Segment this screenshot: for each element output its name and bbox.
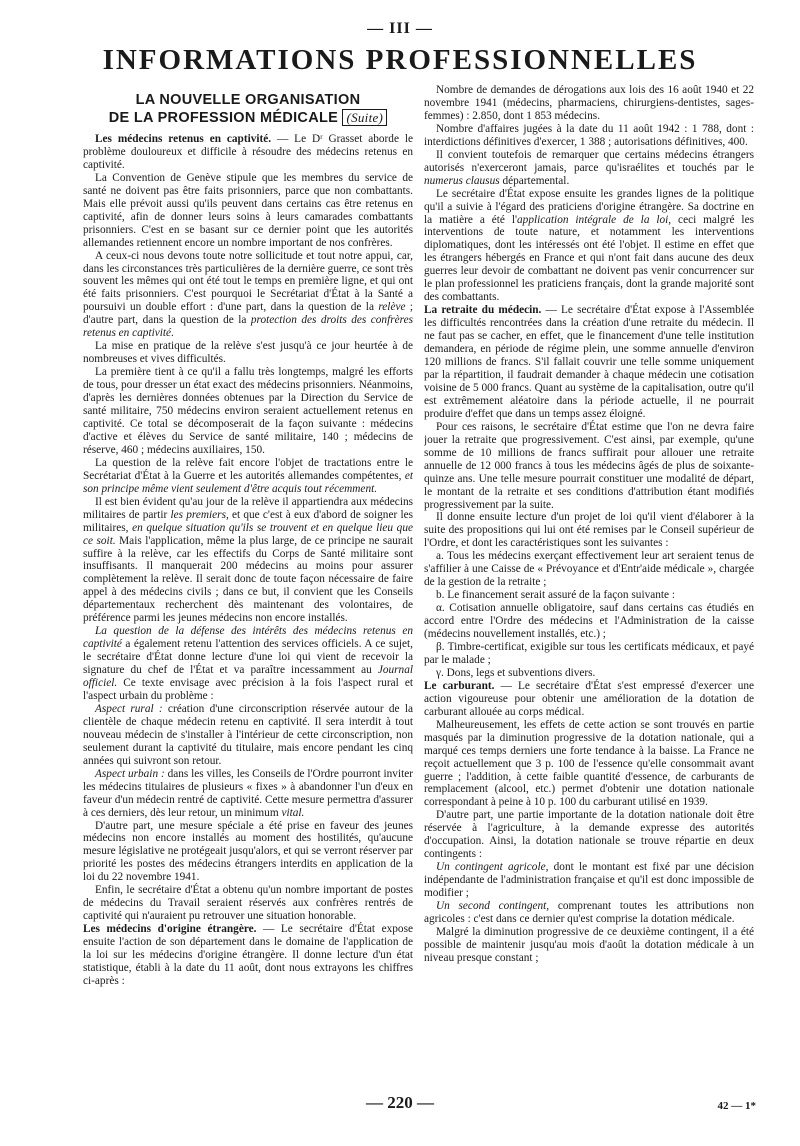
signature-mark: 42 — 1* — [717, 1100, 756, 1112]
paragraph: Il donne ensuite lecture d'un projet de loi qu'il vient d'élaborer à la suite des propositions qui lui ont été remises par le Conseil supérieur de l'Ordre, et dont les caractéristiques sont les suivantes : — [424, 511, 754, 550]
paragraph: D'autre part, une mesure spéciale a été prise en faveur des jeunes médecins non encore installés au moment des hostilités, qu'aucune mesure législative ne protégeait jusqu'alors, et qui se verront réserver par priorité les postes des médecins étrangers interdits en application de la loi du 22 novembre 1941. — [83, 819, 413, 884]
paragraph: A ceux-ci nous devons toute notre sollicitude et tout notre appui, car, dans les circonstances très particulières de la dernière guerre, ce sont très souvent les mêmes qui ont été tout le temps en première ligne, et qui ont été faits prisonniers. C'est pourquoi le Secrétariat d'État à la Santé a poursuivi un double effort : d'une part, dans la question de la relève ; d'autre part, dans la question de la protection des droits des confrères retenus en captivité. — [83, 249, 413, 340]
paragraph: Pour ces raisons, le secrétaire d'État estime que l'on ne devra faire jouer la retraite que progressivement. C'est ainsi, par exemple, qu'une somme de 10 millions de francs suffirait pour allouer une retraite annuelle de 12 000 francs à tous les médecins âgés de plus de soixante-quinze ans. Une telle mesure pourrait constituer une modalité de départ, le montant de la retraite et ses conditions d'attribution étant modifiés progressivement par la suite. — [424, 420, 754, 511]
paragraph: Les médecins d'origine étrangère. — Le secrétaire d'État expose ensuite l'action de son département dans le domaine de l'application de la loi sur les médecins d'origine étrangère. Il donne lecture d'un état statistique, établi à la date du 11 août, dont nous extrayons les chiffres ci-après : — [83, 923, 413, 987]
list-item: β. Timbre-certificat, exigible sur tous les certificats médicaux, et payé par le malade ; — [424, 640, 754, 666]
section-lead: La retraite du médecin. — [424, 304, 542, 317]
list-item: b. Le financement serait assuré de la façon suivante : — [436, 589, 676, 602]
paragraph: Il convient toutefois de remarquer que certains médecins étrangers autorisés n'exerceront jamais, parce qu'israélites et touchés par le numerus clausus départemental. — [424, 148, 754, 187]
article-title — [83, 92, 413, 127]
article-title-line2: DE LA PROFESSION MÉDICALE (Suite) — [83, 109, 413, 127]
paragraph: Un contingent agricole, dont le montant est fixé par une décision indépendante de l'administration française et qu'il est donc impossible de modifier ; — [424, 861, 754, 900]
top-folio: — III — — [367, 20, 433, 37]
paragraph: La question de la relève fait encore l'objet de tractations entre le Secrétariat d'État à la Guerre et les autorités allemandes compétentes, et son principe même vient seulement d'être acquis tout récemment. — [83, 456, 413, 495]
paragraph: Aspect rural : création d'une circonscription réservée autour de la clientèle de chaque médecin retenu en captivité. Il sera interdit à tout nouveau médecin de s'installer à l'intérieur de cette circonscription, non seulement durant la captivité du titulaire, mais encore pendant les cinq années qui suivront son retour. — [83, 702, 413, 767]
list-item: a. Tous les médecins exerçant effectivement leur art seraient tenus de s'affilier à une Caisse de « Prévoyance et d'Entr'aide médicale », chargée de la gestion de la retraite ; — [424, 550, 754, 589]
paragraph: Les médecins retenus en captivité. — Le Dʳ Grasset aborde le problème douloureux et difficile à résoudre des médecins retenus en captivité. — [83, 133, 413, 171]
right-column — [424, 84, 754, 1096]
paragraph: Enfin, le secrétaire d'État a obtenu qu'un nombre important de postes de médecins du Travail seraient réservés aux confrères rentrés de captivité qui n'auraient pu retrouver une situation honorable. — [83, 884, 413, 923]
paragraph: D'autre part, une partie importante de la dotation nationale doit être réservée à l'agriculture, à la demande expresse des autorités d'occupation. Ainsi, la dotation nationale se trouve répartie en deux contingents : — [424, 809, 754, 861]
paragraph: Le secrétaire d'État expose ensuite les grandes lignes de la politique qu'il a suivie à l'égard des praticiens d'origine étrangère. Sa doctrine en la matière a été l'application intégrale de la loi, ceci malgré les interventions de toute nature, et notamment les interventions diplomatiques, dont les intéressés ont été l'objet. Il estime en effet que les étrangers hébergés en France et qui n'ont fait dans aucune des deux guerres leur devoir de combattant ne doivent pas venir concurrencer sur le plan professionnel les praticiens français, dont la grande majorité sont des combattants. — [424, 187, 754, 304]
article-title-suite: (Suite) — [342, 109, 387, 126]
paragraph: Il est bien évident qu'au jour de la relève il appartiendra aux médecins militaires de partir les premiers, et que c'est à eux d'abord de soigner les militaires, en quelque situation qu'ils se trouvent et en quelque lieu que ce soit. Mais l'application, même la plus large, de ce principe ne saurait suffire à la relève, car les effectifs du Corps de Santé militaire sont insuffisants. Il manquerait 200 médecins au moins pour assurer complètement la relève. Il serait donc de toute façon nécessaire de faire appel à des médecins civils ; dans ce but, il convient que les Conseils départementaux recherchent dès maintenant des volontaires, de préférence parmi les jeunes médecins non encore installés. — [83, 495, 413, 625]
paragraph: La retraite du médecin. — Le secrétaire d'État expose à l'Assemblée les difficultés rencontrées dans la création d'une retraite du médecin. Il ne faut pas se cacher, en effet, que le financement d'une telle institution demandera, en période de régime plein, une somme annuelle d'environ 120 millions de francs. S'il fallait couvrir une telle somme uniquement par la répartition, il faudrait demander à chaque médecin une cotisation voisine de 5 000 francs. Quant au système de la capitalisation, outre qu'il est extrêmement aléatoire dans la période actuelle, il ne pourrait produire d'effet que dans un temps assez éloigné. — [424, 304, 754, 420]
paragraph: La première tient à ce qu'il a fallu très longtemps, malgré les efforts de tous, pour dresser un état exact des médecins prisonniers. Néanmoins, d'après les dernières données obtenues par la Direction du Service de santé militaire, 750 médecins environ seraient actuellement retenus en captivité. Ce total se décomposerait de la façon suivante : médecins d'active et élèves du Service de santé militaire, 140 ; médecins de réserve, 460 ; médecins auxiliaires, 150. — [83, 366, 413, 456]
paragraph: Le carburant. — Le secrétaire d'État s'est empressé d'exercer une action vigoureuse pour obtenir une amélioration de la dotation de carburant allouée au corps médical. — [424, 679, 754, 718]
page-title: INFORMATIONS PROFESSIONNELLES — [102, 44, 698, 76]
list-item: α. Cotisation annuelle obligatoire, sauf dans certains cas étudiés en accord entre l'Ordre des médecins et l'Administration de la caisse (médecins nouvellement installés, etc.) ; — [424, 602, 754, 641]
paragraph: Malheureusement, les effets de cette action se sont trouvés en partie masqués par la diminution progressive de la dotation nationale, qui a marqué ces temps derniers une forte tendance à la baisse. La France ne reçoit actuellement que 3 p. 100 de l'essence qu'elle consommait avant guerre ; l'addition, à cette faible quantité d'essence, de carburants de remplacement (alcool, etc.) permet d'obtenir une dotation nationale correspondant à peine à 10 p. 100 du carburant utilisé en 1939. — [424, 718, 754, 809]
list-item: γ. Dons, legs et subventions divers. — [436, 666, 596, 679]
paragraph: Nombre de demandes de dérogations aux lois des 16 août 1940 et 22 novembre 1941 (médecins, pharmaciens, chirurgiens-dentistes, sages-femmes) : 2.850, dont 1 853 médecins. — [424, 84, 754, 122]
paragraph: La question de la défense des intérêts des médecins retenus en captivité a également retenu l'attention des services officiels. A ce sujet, le secrétaire d'État donne lecture d'une loi qui vient de recevoir la signature du chef de l'État et va paraître incessamment au Journal officiel. Ce texte envisage avec précision à la fois l'aspect rural et l'aspect urbain du problème : — [83, 625, 413, 702]
paragraph: La mise en pratique de la relève s'est jusqu'à ce jour heurtée à de nombreuses et vives difficultés. — [83, 340, 413, 366]
section-lead: Les médecins retenus en captivité. — [95, 133, 272, 145]
page-number: — 220 — — [366, 1093, 434, 1112]
paragraph: Malgré la diminution progressive de ce deuxième contingent, il a été possible de maintenir jusqu'au mois d'août la dotation médicale à un niveau presque constant ; — [424, 925, 754, 964]
paragraph: Un second contingent, comprenant toutes les attributions non agricoles : c'est dans ce dernier qu'est comprise la dotation médicale. — [424, 900, 754, 925]
section-lead: Le carburant. — [424, 679, 495, 692]
paragraph: Aspect urbain : dans les villes, les Conseils de l'Ordre pourront inviter les médecins titulaires de plusieurs « fixes » à abandonner l'un d'eux en faveur d'un médecin rentré de captivité. Cette mesure permettra d'assurer à ces derniers, dès leur retour, un minimum vital. — [83, 767, 413, 819]
left-column — [83, 84, 413, 1096]
section-lead: Les médecins d'origine étrangère. — [83, 923, 257, 936]
paragraph: La Convention de Genève stipule que les membres du service de santé ne doivent pas être faits prisonniers, parce que non combattants. Mais elle prévoit aussi qu'ils peuvent dans certains cas être retenus en captivité, afin de donner leurs soins à leurs camarades combattants prisonniers. C'est en se basant sur ce dernier point que les autorités allemandes retiennent encore un nombre important de nos confrères. — [83, 171, 413, 249]
paragraph: Nombre d'affaires jugées à la date du 11 août 1942 : 1 788, dont : interdictions définitives d'exercer, 1 388 ; autorisations définitives, 400. — [424, 122, 754, 148]
article-title-line1: LA NOUVELLE ORGANISATION — [135, 92, 361, 108]
